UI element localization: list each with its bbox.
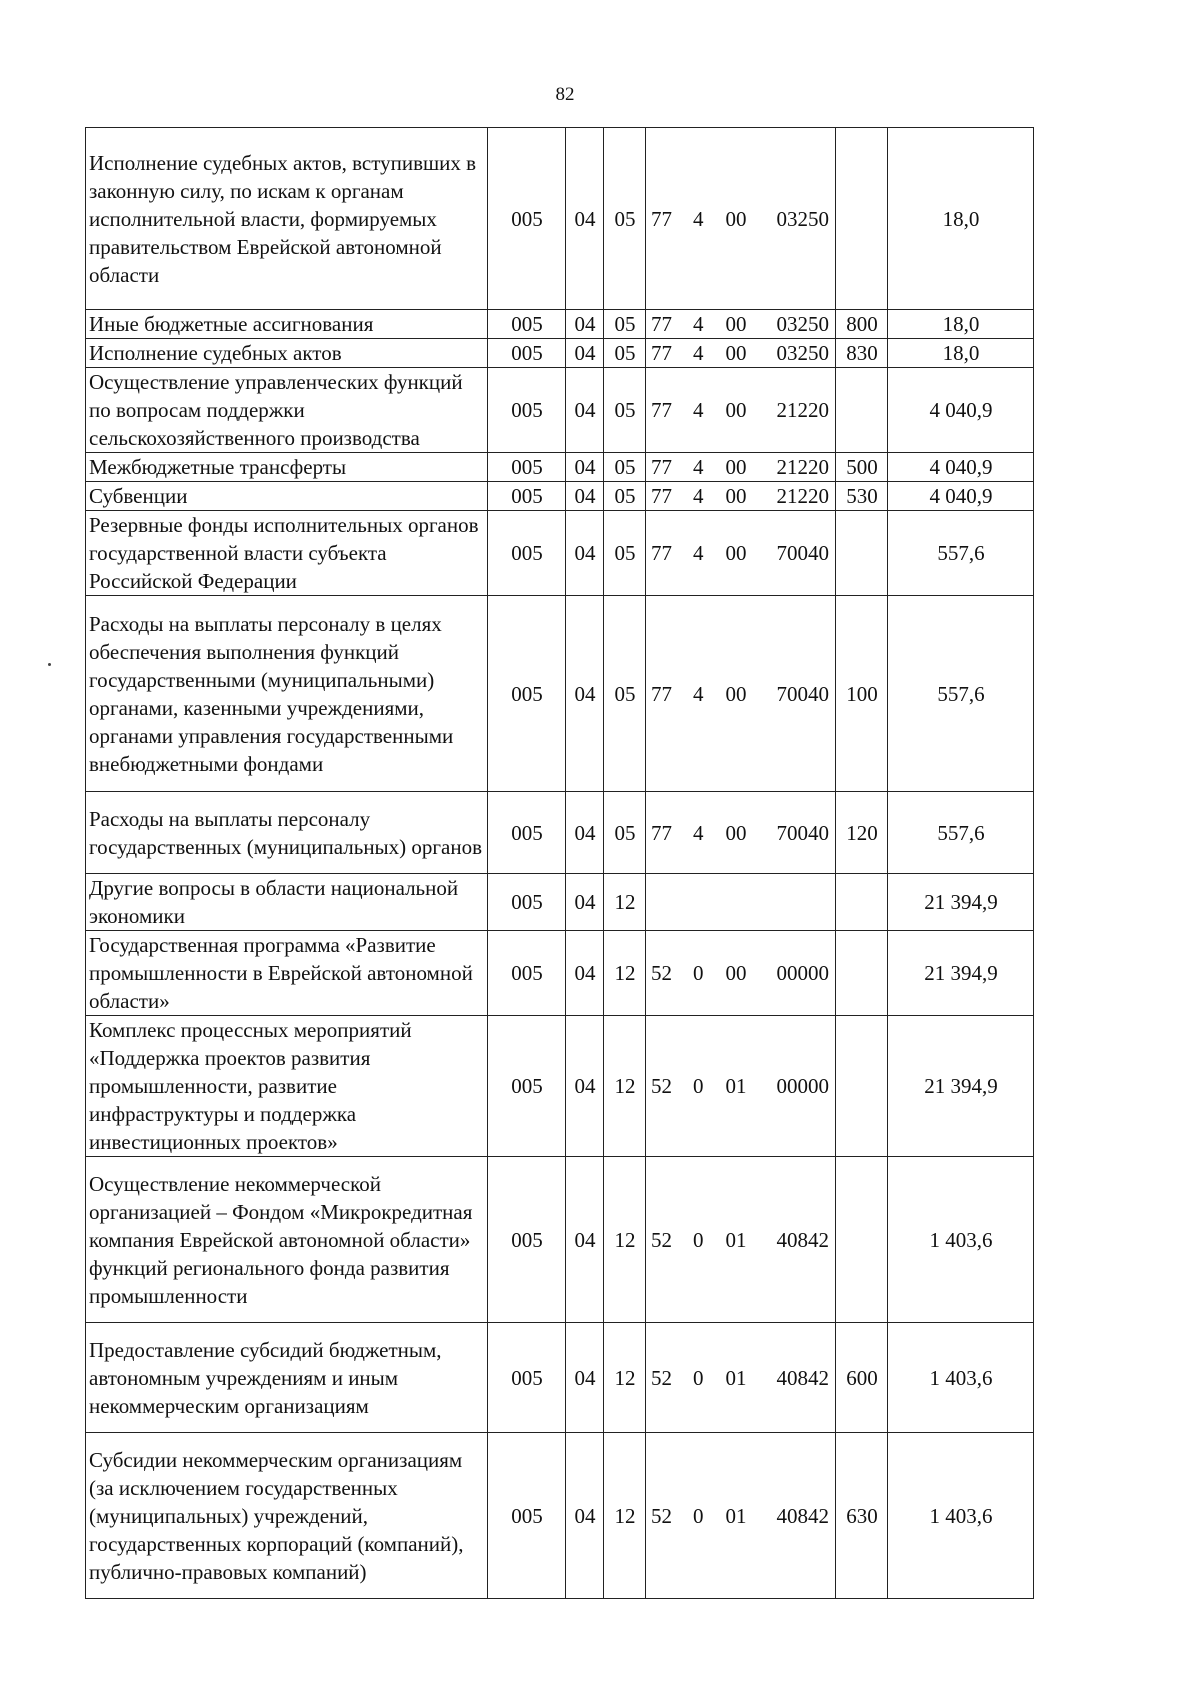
expense-name: Осуществление управленческих функций по вопросам поддержки сельскохозяйственного производства [86, 368, 488, 453]
expense-type-code: 630 [836, 1433, 888, 1599]
ministry-code: 005 [488, 511, 566, 596]
section-code: 04 [566, 596, 604, 792]
table-row [86, 453, 1034, 482]
ministry-code: 005 [488, 368, 566, 453]
expense-type-code [836, 874, 888, 931]
amount: 4 040,9 [888, 453, 1034, 482]
ministry-code: 005 [488, 792, 566, 874]
expense-name: Субсидии некоммерческим организациям (за исключением государственных (муниципальных) учреждений, государственных корпораций (компаний), публично-правовых компаний) [86, 1433, 488, 1599]
csr-subprogram: 4 [693, 312, 704, 336]
csr-subprogram: 4 [693, 484, 704, 508]
csr-subprogram: 4 [693, 206, 704, 231]
csr-main-event: 00 [725, 820, 747, 845]
subsection-code: 05 [604, 792, 646, 874]
section-code: 04 [566, 1157, 604, 1323]
expense-name: Субвенции [86, 482, 488, 511]
csr-direction: 70040 [776, 541, 829, 565]
ministry-code: 005 [488, 128, 566, 310]
expense-name: Иные бюджетные ассигнования [86, 310, 488, 339]
csr-direction: 21220 [776, 455, 829, 479]
ministry-code: 005 [488, 1323, 566, 1433]
expense-name: Резервные фонды исполнительных органов государственной власти субъекта Российской Федерации [86, 511, 488, 596]
amount: 21 394,9 [888, 931, 1034, 1016]
section-code: 04 [566, 339, 604, 368]
target-article-code [646, 931, 836, 1016]
amount: 18,0 [888, 128, 1034, 310]
target-article-code [646, 792, 836, 874]
section-code: 04 [566, 874, 604, 931]
csr-main-event: 00 [725, 341, 747, 365]
subsection-code: 05 [604, 596, 646, 792]
expense-name: Государственная программа «Развитие промышленности в Еврейской автономной области» [86, 931, 488, 1016]
section-code: 04 [566, 368, 604, 453]
csr-subprogram: 4 [693, 341, 704, 365]
table-row [86, 1157, 1034, 1323]
expense-type-code [836, 1157, 888, 1323]
ministry-code: 005 [488, 1433, 566, 1599]
target-article-code [646, 1323, 836, 1433]
section-code: 04 [566, 1433, 604, 1599]
csr-main-event: 00 [725, 961, 747, 985]
table-row [86, 1433, 1034, 1599]
csr-main-event: 00 [725, 541, 747, 565]
csr-program: 77 [651, 484, 672, 508]
csr-direction: 40842 [776, 1503, 829, 1528]
budget-table [85, 127, 1034, 1599]
csr-direction: 70040 [776, 681, 829, 706]
table-row [86, 931, 1034, 1016]
expense-name: Предоставление субсидий бюджетным, автономным учреждениям и иным некоммерческим организациям [86, 1323, 488, 1433]
subsection-code: 05 [604, 511, 646, 596]
csr-subprogram: 4 [693, 681, 704, 706]
subsection-code: 05 [604, 310, 646, 339]
subsection-code: 05 [604, 482, 646, 511]
subsection-code: 12 [604, 1433, 646, 1599]
expense-type-code [836, 128, 888, 310]
expense-type-code: 530 [836, 482, 888, 511]
subsection-code: 12 [604, 874, 646, 931]
csr-main-event: 01 [725, 1365, 747, 1390]
csr-program: 77 [651, 312, 672, 336]
section-code: 04 [566, 453, 604, 482]
csr-main-event: 01 [725, 1503, 747, 1528]
expense-name: Осуществление некоммерческой организацией – Фондом «Микрокредитная компания Еврейской автономной области» функций регионального фонда развития промышленности [86, 1157, 488, 1323]
ministry-code: 005 [488, 482, 566, 511]
csr-program: 77 [651, 341, 672, 365]
scan-speck [48, 663, 51, 666]
target-article-code [646, 310, 836, 339]
expense-type-code: 800 [836, 310, 888, 339]
csr-program: 77 [651, 206, 672, 231]
section-code: 04 [566, 1323, 604, 1433]
subsection-code: 12 [604, 1323, 646, 1433]
section-code: 04 [566, 128, 604, 310]
section-code: 04 [566, 1016, 604, 1157]
expense-name: Межбюджетные трансферты [86, 453, 488, 482]
csr-direction: 40842 [776, 1227, 829, 1252]
ministry-code: 005 [488, 931, 566, 1016]
csr-subprogram: 4 [693, 820, 704, 845]
csr-main-event: 00 [725, 206, 747, 231]
csr-direction: 21220 [776, 398, 829, 422]
csr-direction: 03250 [776, 206, 829, 231]
section-code: 04 [566, 310, 604, 339]
subsection-code: 05 [604, 339, 646, 368]
csr-main-event: 00 [725, 455, 747, 479]
csr-program: 52 [651, 1365, 672, 1390]
target-article-code [646, 339, 836, 368]
expense-name: Расходы на выплаты персоналу государственных (муниципальных) органов [86, 792, 488, 874]
target-article-code [646, 1157, 836, 1323]
expense-type-code [836, 1016, 888, 1157]
csr-main-event: 01 [725, 1227, 747, 1252]
csr-program: 77 [651, 398, 672, 422]
expense-type-code: 500 [836, 453, 888, 482]
table-row [86, 368, 1034, 453]
target-article-code [646, 1433, 836, 1599]
table-row [86, 339, 1034, 368]
subsection-code: 12 [604, 1157, 646, 1323]
csr-direction: 21220 [776, 484, 829, 508]
csr-main-event: 00 [725, 484, 747, 508]
csr-direction: 40842 [776, 1365, 829, 1390]
csr-direction: 03250 [776, 341, 829, 365]
csr-direction: 70040 [776, 820, 829, 845]
csr-main-event: 00 [725, 312, 747, 336]
table-row [86, 1323, 1034, 1433]
amount: 4 040,9 [888, 368, 1034, 453]
table-row [86, 511, 1034, 596]
table-row [86, 128, 1034, 310]
table-row [86, 482, 1034, 511]
amount: 557,6 [888, 596, 1034, 792]
csr-subprogram: 0 [693, 961, 704, 985]
section-code: 04 [566, 931, 604, 1016]
csr-subprogram: 0 [693, 1503, 704, 1528]
amount: 1 403,6 [888, 1433, 1034, 1599]
csr-subprogram: 4 [693, 541, 704, 565]
amount: 18,0 [888, 310, 1034, 339]
expense-name: Комплекс процессных мероприятий «Поддержка проектов развития промышленности, развитие инфраструктуры и поддержка инвестиционных проектов» [86, 1016, 488, 1157]
csr-subprogram: 0 [693, 1227, 704, 1252]
expense-type-code [836, 368, 888, 453]
page-number: 82 [555, 84, 575, 105]
target-article-code [646, 874, 836, 931]
ministry-code: 005 [488, 310, 566, 339]
target-article-code [646, 482, 836, 511]
csr-program: 77 [651, 820, 672, 845]
csr-subprogram: 4 [693, 398, 704, 422]
table-row [86, 874, 1034, 931]
subsection-code: 12 [604, 1016, 646, 1157]
section-code: 04 [566, 511, 604, 596]
ministry-code: 005 [488, 1016, 566, 1157]
csr-direction: 00000 [776, 1074, 829, 1098]
expense-name: Расходы на выплаты персоналу в целях обеспечения выполнения функций государственными (муниципальными) органами, казенными учреждениями, органами управления государственными внебюджетными фондами [86, 596, 488, 792]
subsection-code: 12 [604, 931, 646, 1016]
amount: 21 394,9 [888, 1016, 1034, 1157]
csr-program: 52 [651, 961, 672, 985]
expense-type-code [836, 511, 888, 596]
csr-subprogram: 4 [693, 455, 704, 479]
ministry-code: 005 [488, 874, 566, 931]
ministry-code: 005 [488, 453, 566, 482]
csr-program: 77 [651, 455, 672, 479]
target-article-code [646, 453, 836, 482]
amount: 1 403,6 [888, 1157, 1034, 1323]
ministry-code: 005 [488, 1157, 566, 1323]
subsection-code: 05 [604, 368, 646, 453]
target-article-code [646, 511, 836, 596]
csr-program: 52 [651, 1503, 672, 1528]
expense-type-code [836, 931, 888, 1016]
csr-subprogram: 0 [693, 1365, 704, 1390]
table-row [86, 596, 1034, 792]
csr-subprogram: 0 [693, 1074, 704, 1098]
amount: 1 403,6 [888, 1323, 1034, 1433]
expense-type-code: 600 [836, 1323, 888, 1433]
expense-name: Исполнение судебных актов, вступивших в законную силу, по искам к органам исполнительной власти, формируемых правительством Еврейской автономной области [86, 128, 488, 310]
target-article-code [646, 1016, 836, 1157]
amount: 557,6 [888, 511, 1034, 596]
subsection-code: 05 [604, 453, 646, 482]
expense-type-code: 830 [836, 339, 888, 368]
csr-main-event: 00 [725, 398, 747, 422]
target-article-code [646, 596, 836, 792]
csr-main-event: 00 [725, 681, 747, 706]
subsection-code: 05 [604, 128, 646, 310]
ministry-code: 005 [488, 596, 566, 792]
ministry-code: 005 [488, 339, 566, 368]
table-row [86, 310, 1034, 339]
csr-program: 52 [651, 1227, 672, 1252]
csr-program: 77 [651, 681, 672, 706]
target-article-code [646, 128, 836, 310]
table-row [86, 1016, 1034, 1157]
expense-name: Исполнение судебных актов [86, 339, 488, 368]
table-row [86, 792, 1034, 874]
target-article-code [646, 368, 836, 453]
amount: 4 040,9 [888, 482, 1034, 511]
amount: 557,6 [888, 792, 1034, 874]
expense-type-code: 100 [836, 596, 888, 792]
csr-main-event: 01 [725, 1074, 747, 1098]
csr-program: 77 [651, 541, 672, 565]
csr-direction: 00000 [776, 961, 829, 985]
section-code: 04 [566, 792, 604, 874]
expense-type-code: 120 [836, 792, 888, 874]
expense-name: Другие вопросы в области национальной экономики [86, 874, 488, 931]
csr-program: 52 [651, 1074, 672, 1098]
csr-direction: 03250 [776, 312, 829, 336]
section-code: 04 [566, 482, 604, 511]
amount: 21 394,9 [888, 874, 1034, 931]
amount: 18,0 [888, 339, 1034, 368]
